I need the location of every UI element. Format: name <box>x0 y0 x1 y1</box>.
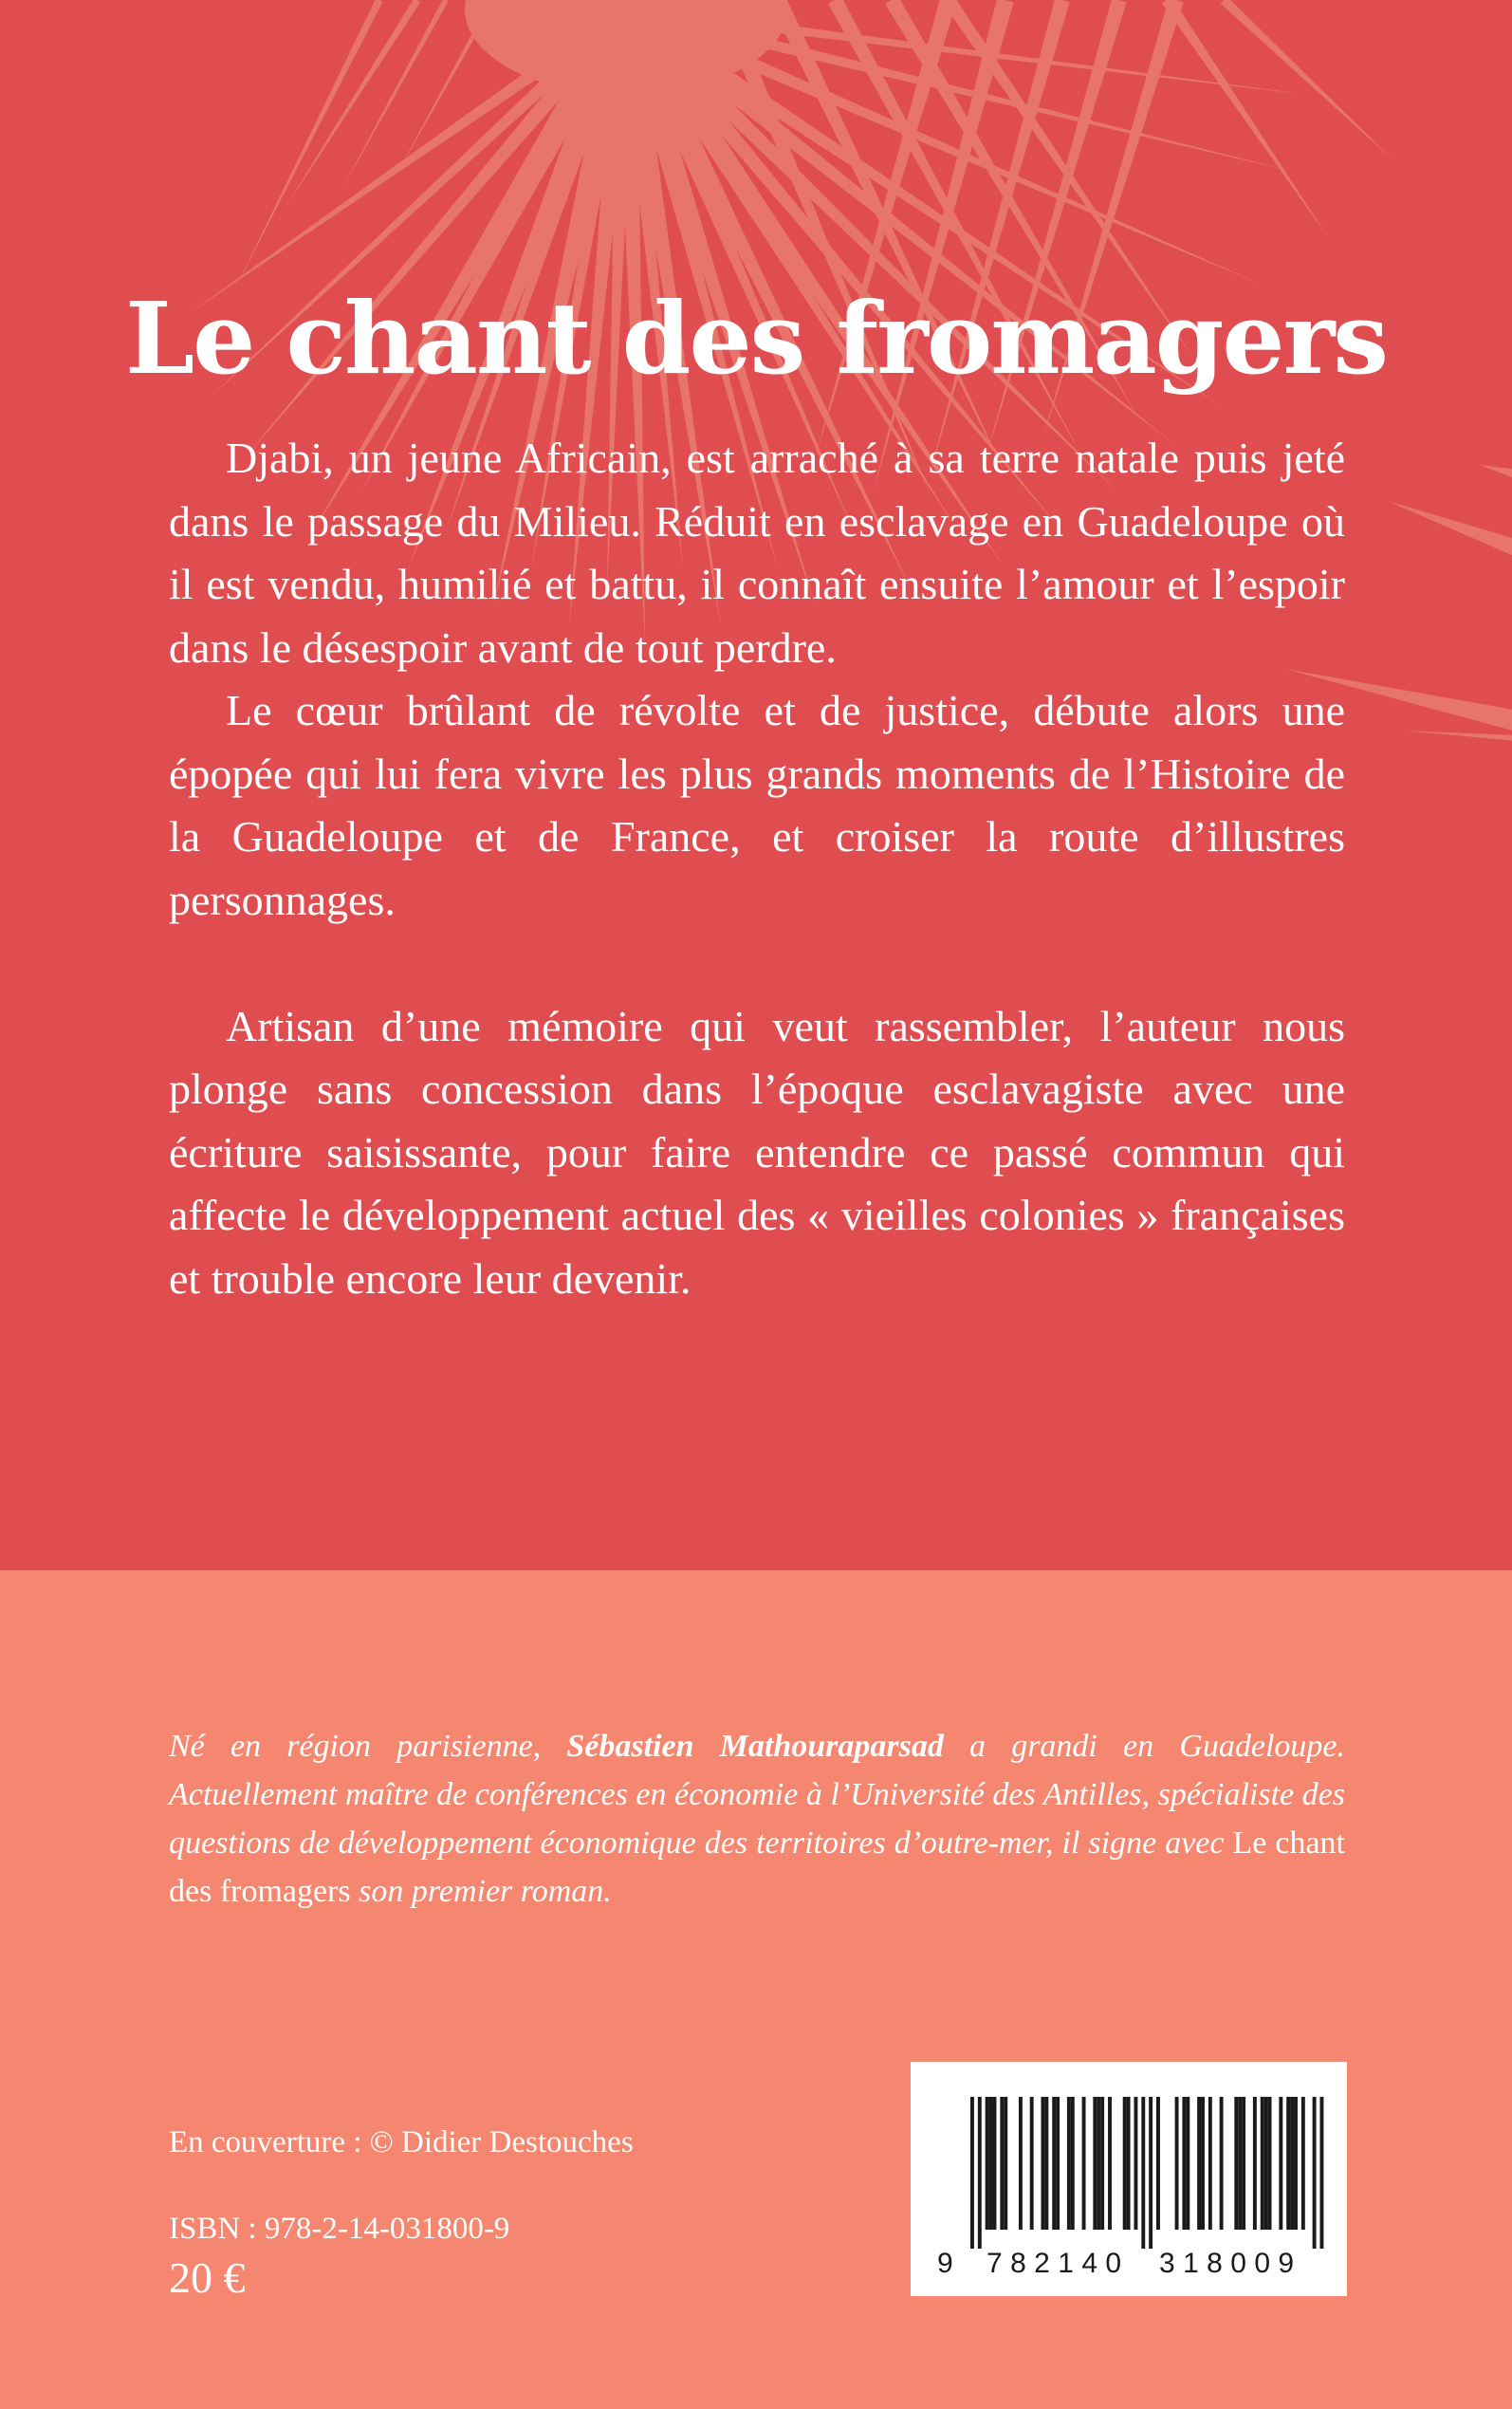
barcode-bar <box>1197 2097 1201 2230</box>
barcode-bar <box>1156 2097 1160 2230</box>
barcode-bar <box>1286 2097 1290 2230</box>
barcode-bar <box>993 2097 997 2230</box>
barcode-digits-left: 782140 <box>986 2248 1130 2279</box>
barcode-bar <box>1242 2097 1245 2230</box>
barcode-bar <box>1319 2097 1323 2249</box>
barcode-bar <box>1234 2097 1238 2230</box>
bio-book-title: Le chant des fromagers <box>169 1825 1345 1909</box>
barcode-bar <box>1208 2097 1212 2230</box>
palm-leaf <box>1404 731 1512 741</box>
barcode-bar <box>1253 2097 1257 2230</box>
synopsis <box>169 427 1345 1310</box>
palm-leaf <box>237 0 383 285</box>
barcode-bar <box>1097 2097 1100 2230</box>
barcode-bar <box>1290 2097 1294 2230</box>
barcode-bar <box>989 2097 993 2230</box>
barcode-bar <box>986 2097 989 2230</box>
barcode-bar <box>1030 2097 1034 2230</box>
author-bio <box>169 1722 1345 1916</box>
barcode-bar <box>1149 2097 1152 2249</box>
barcode-bar <box>1041 2097 1044 2230</box>
barcode <box>911 2062 1347 2296</box>
barcode-bar <box>1127 2097 1131 2230</box>
barcode-bar <box>1004 2097 1007 2230</box>
barcode-bar <box>1182 2097 1186 2230</box>
barcode-bar <box>1071 2097 1075 2230</box>
bio-intro: Né en région parisienne, <box>169 1729 567 1764</box>
book-title: Le chant des fromagers <box>125 280 1387 397</box>
barcode-bar <box>1238 2097 1242 2230</box>
barcode-bar <box>1093 2097 1097 2230</box>
barcode-bar <box>1220 2097 1224 2230</box>
barcode-bar <box>1056 2097 1060 2230</box>
synopsis-paragraph: Djabi, un jeune Africain, est arraché à sa terre natale puis jeté dans le passage du Milieu. Réduit en esclavage en Guadeloupe où il est vendu, humilié et battu, il connaît ensuite l’amour et l’espoir dans le désespoir avant de tout perdre. <box>169 434 1345 672</box>
barcode-bar <box>1052 2097 1056 2230</box>
bio-middle: a grandi en Guadeloupe. Actuellement maître de conférences en économie à l’Université des Antilles, spécialiste des questions de développement économique des territoires d’outre-mer, il signe avec <box>169 1729 1345 1861</box>
isbn: ISBN : 978-2-14-031800-9 <box>169 2212 510 2246</box>
barcode-bar <box>1301 2097 1305 2230</box>
barcode-bar <box>1141 2097 1145 2249</box>
barcode-bar <box>978 2097 982 2249</box>
barcode-bar <box>1044 2097 1048 2230</box>
barcode-graphic <box>911 2062 1347 2296</box>
barcode-bar <box>1294 2097 1298 2230</box>
barcode-bar <box>1201 2097 1205 2230</box>
barcode-bar <box>1134 2097 1137 2230</box>
barcode-bar <box>1186 2097 1189 2230</box>
barcode-bar <box>1019 2097 1023 2230</box>
palm-leaf <box>1162 0 1328 237</box>
barcode-bar <box>970 2097 974 2249</box>
synopsis-paragraph: Le cœur brûlant de révolte et de justice, débute alors une épopée qui lui fera vivre les plus grands moments de l’Histoire de la Guadeloupe et de France, et croiser la route d’illustres personnages. <box>169 686 1345 924</box>
barcode-bar <box>1261 2097 1264 2230</box>
bio-end: son premier roman. <box>350 1874 612 1909</box>
barcode-bar <box>1100 2097 1104 2230</box>
barcode-bar <box>1279 2097 1282 2230</box>
barcode-bar <box>1268 2097 1272 2230</box>
synopsis-paragraph: Artisan d’une mémoire qui veut rassembler, l’auteur nous plonge sans concession dans l’époque esclavagiste avec une écriture saisissante, pour faire entendre ce passé commun qui affecte le développement actuel des « vieilles colonies » françaises et trouble encore leur devenir. <box>169 1001 1345 1303</box>
barcode-bar <box>1000 2097 1004 2230</box>
palm-leaf <box>1480 465 1512 479</box>
author-name: Sébastien Mathouraparsad <box>566 1729 944 1764</box>
barcode-bar <box>1175 2097 1179 2230</box>
palm-leaf <box>285 0 420 209</box>
barcode-digit-first: 9 <box>937 2248 953 2279</box>
barcode-bar <box>1108 2097 1112 2230</box>
barcode-bar <box>1123 2097 1127 2230</box>
cover-credit: En couverture : © Didier Destouches <box>169 2125 634 2159</box>
barcode-bar <box>1313 2097 1317 2249</box>
barcode-bar <box>1264 2097 1268 2230</box>
barcode-digits-right: 318009 <box>1159 2248 1302 2279</box>
palm-leaf <box>1388 501 1512 556</box>
barcode-bar <box>1082 2097 1086 2230</box>
palm-leaf <box>1221 0 1394 161</box>
barcode-bar <box>1067 2097 1071 2230</box>
price: 20 € <box>169 2253 246 2302</box>
